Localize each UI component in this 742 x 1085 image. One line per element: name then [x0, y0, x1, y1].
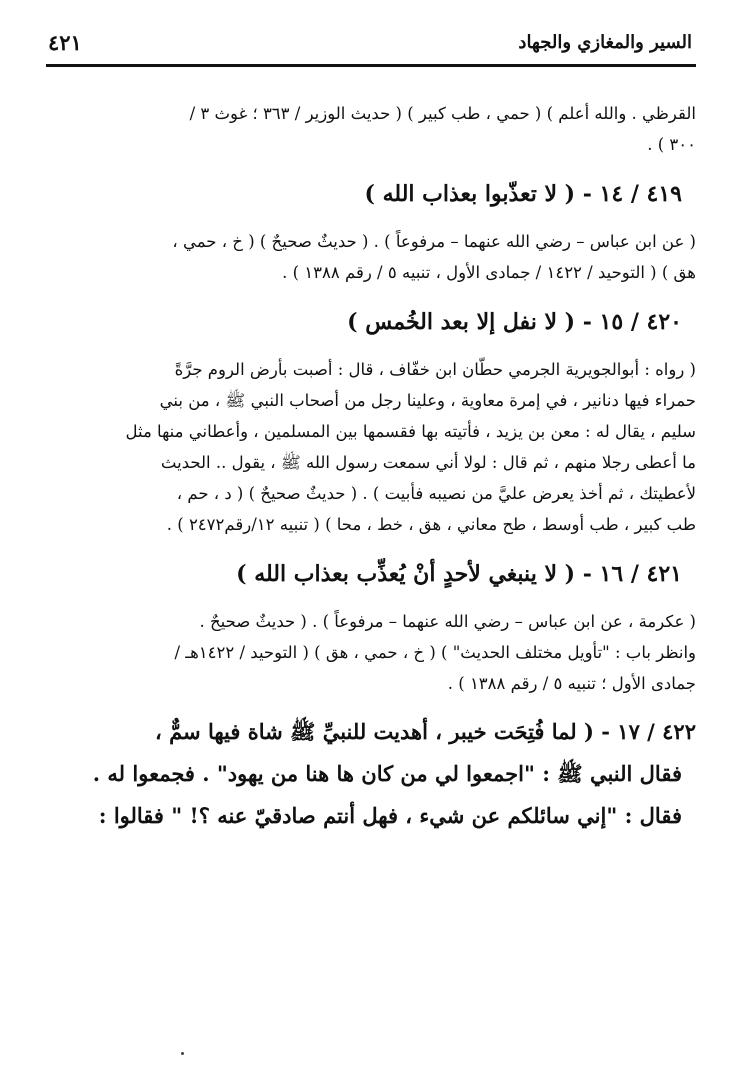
text-line: حمراء فيها دنانير ، في إمرة معاوية ، وعلينا رجل من أصحاب النبي ﷺ ، من بني — [159, 391, 696, 410]
text-line: ( عكرمة ، عن ابن عباس – رضي الله عنهما – مرفوعاً ) . ( حديثٌ صحيحٌ . — [199, 612, 696, 631]
hadith-heading: ٤٢١ / ١٦ - ( لا ينبغي لأحدٍ أنْ يُعذِّب بعذاب الله ) — [236, 561, 682, 587]
text-line: سليم ، يقال له : معن بن يزيد ، فأتيته بها فقسمها بين المسلمين ، وأعطاني منها مثل — [125, 422, 696, 441]
page-header — [48, 28, 694, 60]
hadith-heading: ٤٢٠ / ١٥ - ( لا نفل إلا بعد الخُمس ) — [347, 309, 682, 335]
page-number: ٤٢١ — [48, 30, 82, 55]
text-line: لأعطيتك ، ثم أخذ يعرض عليَّ من نصيبه فأبيت ) . ( حديثٌ صحيحٌ ) ( د ، حم ، — [176, 484, 696, 503]
hadith-text-line: فقال : "إني سائلكم عن شيء ، فهل أنتم صادقيّ عنه ؟! " فقالوا : — [98, 803, 682, 828]
spacer — [46, 699, 696, 711]
text-line: ( عن ابن عباس – رضي الله عنهما – مرفوعاً ) . ( حديثٌ صحيحٌ ) ( خ ، حمي ، — [172, 232, 696, 251]
text-line: هق ) ( التوحيد / ١٤٢٢ / جمادى الأول ، تنبيه ٥ / رقم ١٣٨٨ ) . — [282, 263, 696, 282]
text-line: جمادى الأول ؛ تنبيه ٥ / رقم ١٣٨٨ ) . — [447, 674, 696, 693]
text-line: طب كبير ، طب أوسط ، طح معاني ، هق ، خط ، محا ) ( تنبيه ١٢/رقم٢٤٧٢ ) . — [166, 515, 696, 534]
text-line: ٣٠٠ ) . — [647, 135, 696, 154]
hadith-text-line: فقال النبي ﷺ : "اجمعوا لي من كان ها هنا من يهود" . فجمعوا له . — [92, 761, 682, 786]
header-rule — [46, 64, 696, 67]
hadith-text-line: ٤٢٢ / ١٧ - ( لما فُتِحَت خيبر ، أهديت للنبيِّ ﷺ شاة فيها سمٌّ ، — [154, 719, 696, 744]
text-line: وانظر باب : "تأويل مختلف الحديث" ) ( خ ، حمي ، هق ) ( التوحيد / ١٤٢٢هـ / — [174, 643, 696, 662]
running-title: السير والمغازي والجهاد — [518, 32, 692, 53]
scan-speck — [181, 1052, 184, 1055]
text-line: ما أعطى رجلا منهم ، ثم قال : لولا أني سمعت رسول الله ﷺ ، يقول .. الحديث — [160, 453, 696, 472]
text-line: ( رواه : أبوالجويرية الجرمي حطّان ابن خفّاف ، قال : أصبت بأرض الروم جرَّةً — [174, 360, 696, 379]
page-content — [46, 98, 696, 837]
text-line: القرظي . والله أعلم ) ( حمي ، طب كبير ) ( حديث الوزير / ٣٦٣ ؛ غوث ٣ / — [189, 104, 696, 123]
hadith-heading: ٤١٩ / ١٤ - ( لا تعذّبوا بعذاب الله ) — [364, 181, 682, 207]
